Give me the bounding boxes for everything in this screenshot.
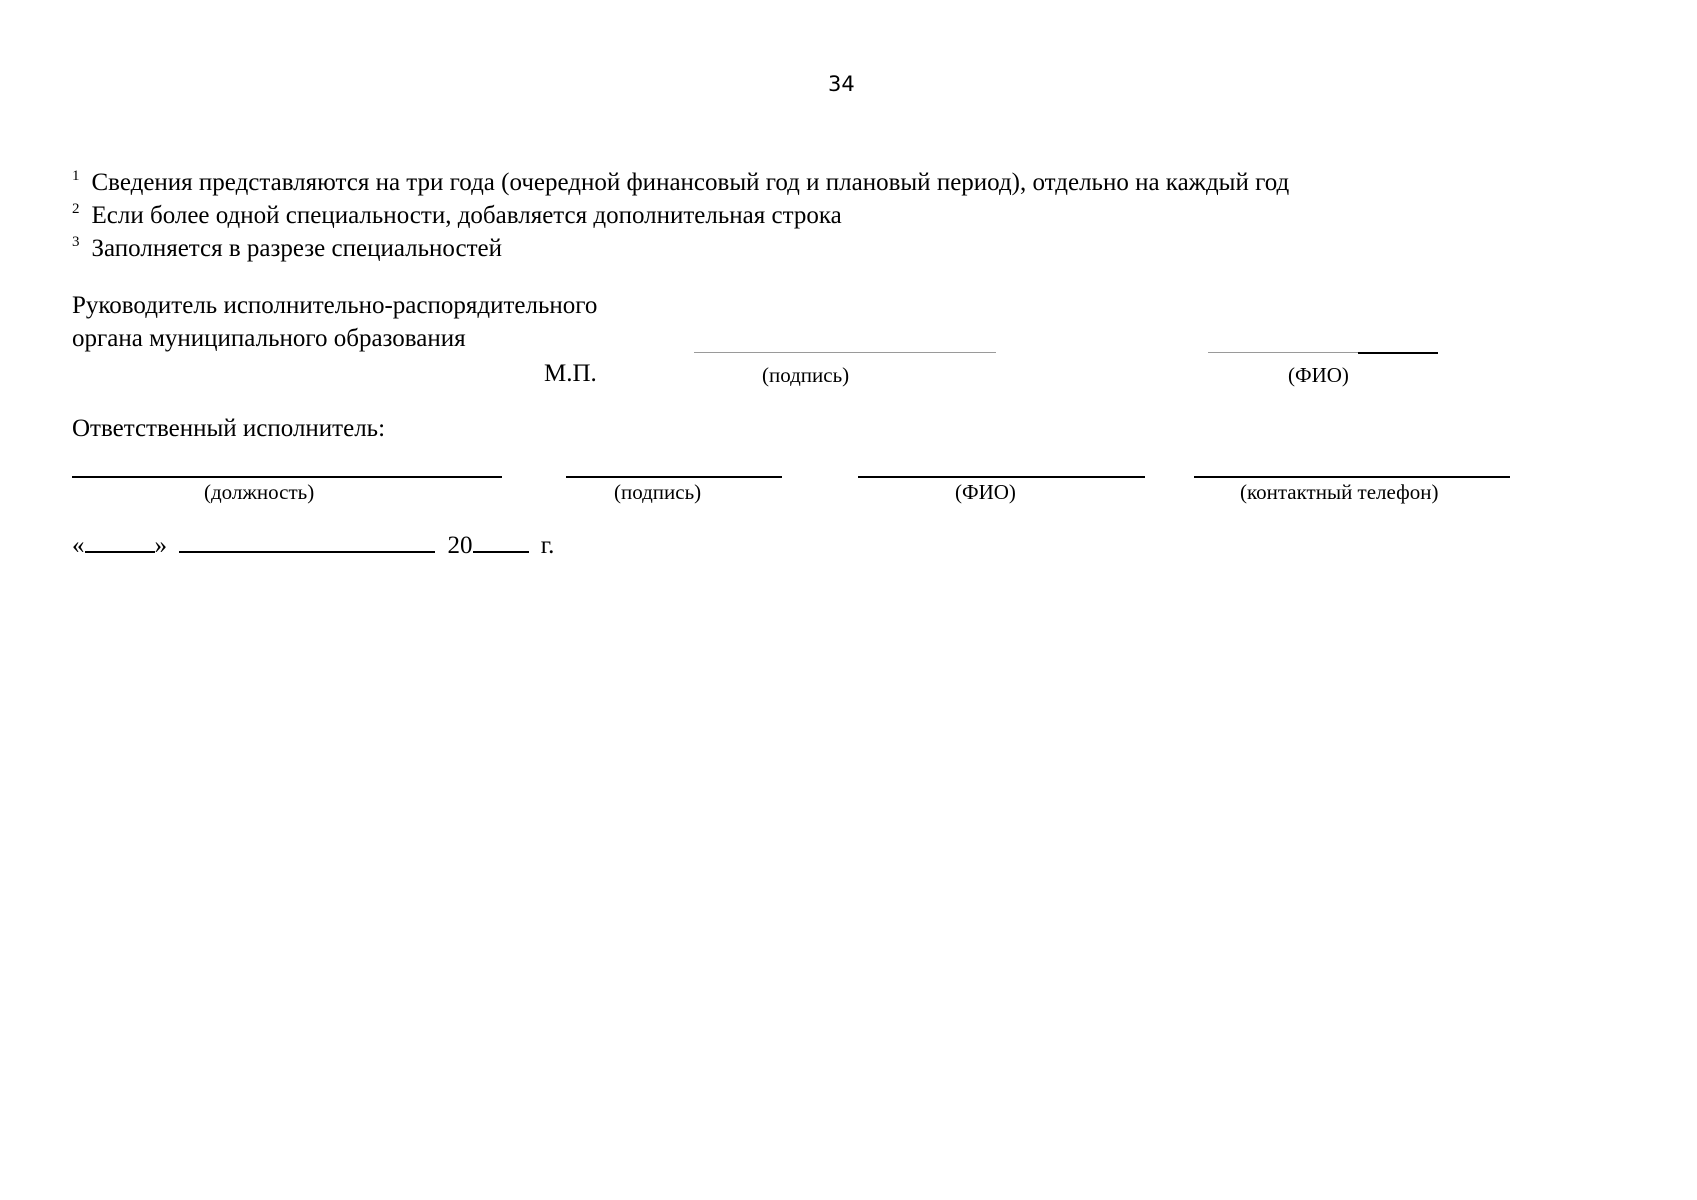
day-blank: [85, 550, 155, 553]
footnote-text: Если более одной специальности, добавляется дополнительная строка: [91, 202, 842, 229]
footnote-1: [72, 168, 1289, 197]
year-suffix: г.: [540, 532, 555, 559]
date-line: [72, 532, 554, 560]
head-signature-caption: (подпись): [762, 363, 850, 387]
head-name-caption: (ФИО): [1288, 363, 1349, 387]
footnote-mark: 3: [72, 234, 80, 250]
head-title-line-1: Руководитель исполнительно-распорядительного: [72, 292, 598, 319]
executor-name-line: [858, 476, 1145, 478]
stamp-label: М.П.: [544, 360, 597, 387]
executor-signature-line: [566, 476, 782, 478]
page-number: 34: [828, 72, 855, 96]
year-blank: [473, 550, 529, 553]
month-blank: [179, 550, 435, 553]
executor-position-line: [72, 476, 502, 478]
executor-signature-caption: (подпись): [614, 480, 702, 504]
executor-phone-line: [1194, 476, 1510, 478]
date-open-quote: «: [72, 532, 85, 559]
footnote-mark: 2: [72, 201, 80, 217]
footnote-text: Сведения представляются на три года (очередной финансовый год и плановый период), отдельно на каждый год: [91, 169, 1290, 196]
footnote-3: [72, 234, 502, 263]
head-signature-line: [694, 352, 996, 353]
footnote-text: Заполняется в разрезе специальностей: [91, 235, 503, 262]
footnote-2: [72, 201, 842, 230]
executor-name-caption: (ФИО): [955, 480, 1016, 504]
head-name-line-thick: [1358, 352, 1438, 354]
executor-position-caption: (должность): [204, 480, 315, 504]
year-prefix: 20: [447, 532, 473, 559]
head-title-line-2: органа муниципального образования: [72, 325, 466, 352]
date-close-quote: »: [154, 532, 167, 559]
executor-phone-caption: (контактный телефон): [1240, 480, 1439, 504]
footnote-mark: 1: [72, 168, 80, 184]
executor-label: Ответственный исполнитель:: [72, 415, 386, 442]
head-name-line-thin: [1208, 352, 1358, 353]
